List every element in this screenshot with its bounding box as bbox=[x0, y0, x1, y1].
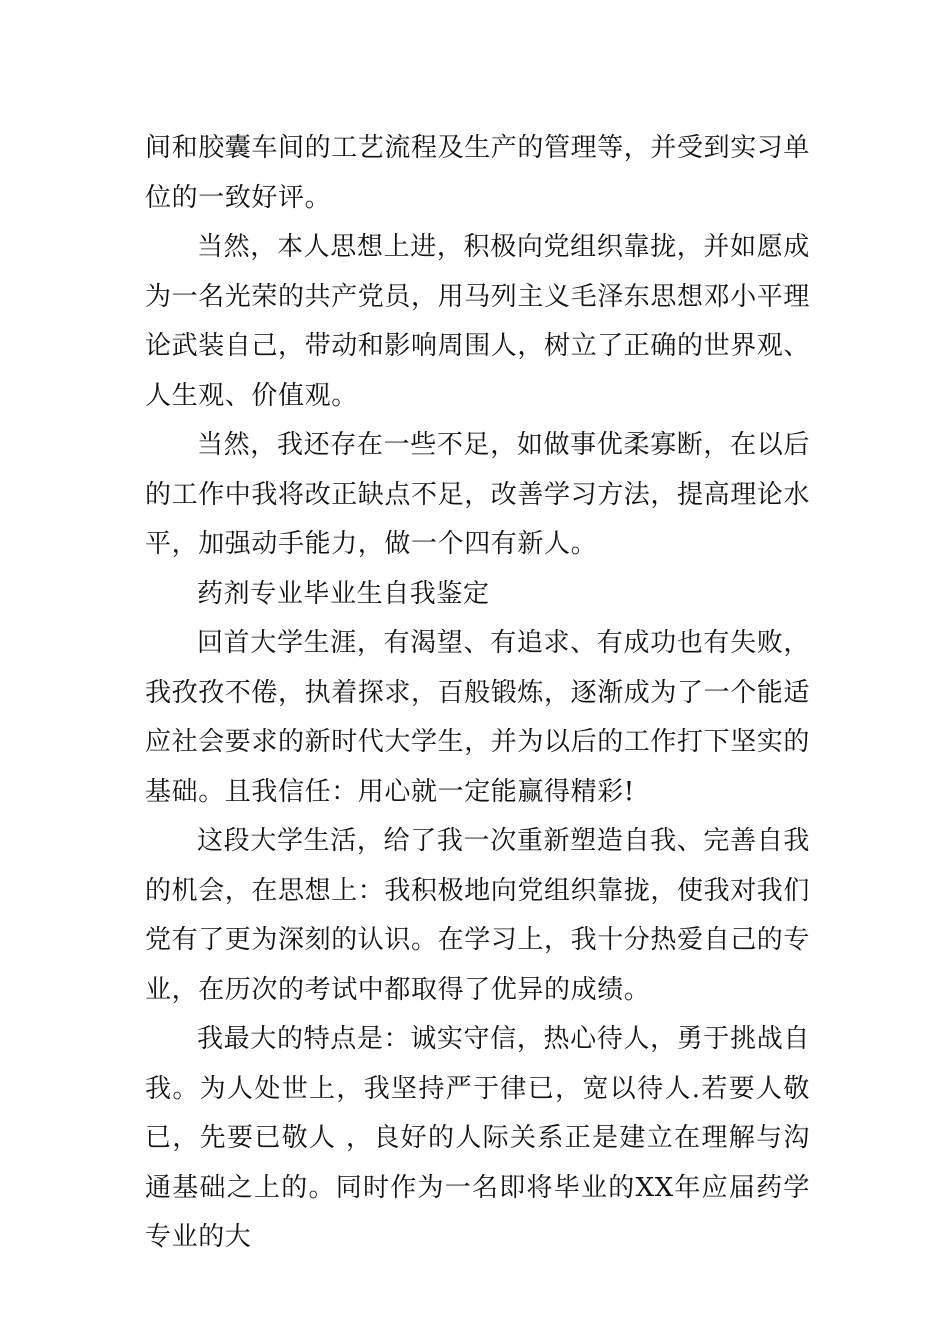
section-heading: 药剂专业毕业生自我鉴定 bbox=[197, 578, 490, 609]
document-body bbox=[145, 124, 810, 1263]
paragraph-1: 间和胶囊车间的工艺流程及生产的管理等，并受到实习单位的一致好评。 bbox=[145, 133, 811, 213]
paragraph-4: 回首大学生涯，有渴望、有追求、有成功也有失败，我孜孜不倦，执着探求，百般锻炼，逐渐成为了一个能适应社会要求的新时代大学生，并为以后的工作打下坚实的基础。且我信任：用心就一定能赢得精彩! bbox=[145, 628, 811, 807]
paragraph-2: 当然，本人思想上进，积极向党组织靠拢，并如愿成为一名光荣的共产党员，用马列主义毛泽东思想邓小平理论武装自己，带动和影响周围人，树立了正确的世界观、人生观、价值观。 bbox=[145, 232, 811, 411]
paragraph-3: 当然，我还存在一些不足，如做事优柔寡断，在以后的工作中我将改正缺点不足，改善学习方法，提高理论水平，加强动手能力，做一个四有新人。 bbox=[145, 430, 811, 559]
paragraph-5: 这段大学生活，给了我一次重新塑造自我、完善自我的机会，在思想上：我积极地向党组织靠拢，使我对我们党有了更为深刻的认识。在学习上，我十分热爱自己的专业，在历次的考试中都取得了优异的成绩。 bbox=[145, 826, 811, 1005]
paragraph-6: 我最大的特点是：诚实守信，热心待人，勇于挑战自我。为人处世上，我坚持严于律已，宽以待人.若要人敬已，先要已敬人 ，良好的人际关系正是建立在理解与沟通基础之上的。同时作为一名即将毕业的XX年应届药学专业的大 bbox=[145, 1024, 810, 1252]
